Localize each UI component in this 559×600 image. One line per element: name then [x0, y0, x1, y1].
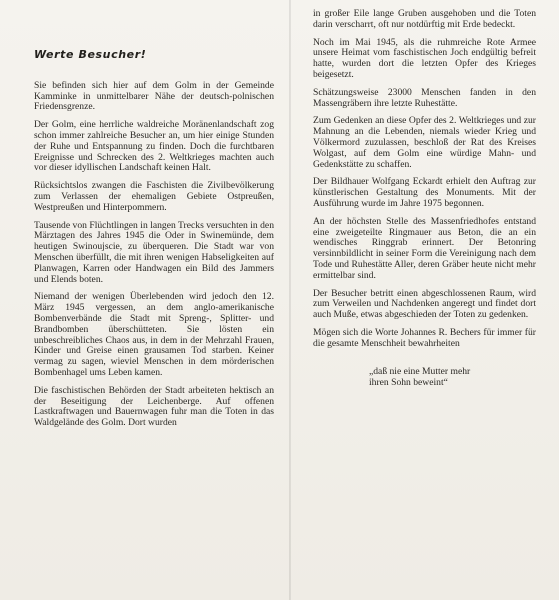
- quote-line-1: „daß nie eine Mutter mehr: [369, 365, 471, 377]
- page-fold: [289, 0, 291, 600]
- right-column: [313, 9, 536, 388]
- paragraph-golm-landscape: Der Golm, eine herrliche waldreiche Moränenlandschaft zog schon immer zahlreiche Besucher an, um hier einige Stunden der Ruhe und Entspannung zu finden. Doch die furchtbaren Ereignisse und Schrecken des 2. Weltkrieges machten auch vor dieser idyllischen Landschaft keinen Halt.: [34, 119, 274, 174]
- becher-quote: [369, 366, 536, 388]
- paragraph-liberation: Noch im Mai 1945, als die ruhmreiche Rote Armee unsere Heimat vom faschistischen Joch endgültig befreit hatte, wurden dort die letzten Opfer des Krieges beigesetzt.: [313, 36, 536, 80]
- paragraph-burial: Die faschistischen Behörden der Stadt arbeiteten hektisch an der Beseitigung der Leichenberge. Auf offenen Lastkraftwagen und Bauernwagen fuhr man die Toten in das Waldgelände des Golm. Dort wurden: [34, 384, 274, 429]
- paragraph-death-toll: Schätzungsweise 23000 Menschen fanden in den Massengräbern ihre letzte Ruhestätte.: [313, 86, 536, 109]
- paragraph-location: Sie befinden sich hier auf dem Golm in der Gemeinde Kamminke in unmittelbarer Nähe der deutsch-polnischen Friedensgrenze.: [34, 79, 274, 113]
- paragraph-becher-intro: Mögen sich die Worte Johannes R. Bechers für immer für die gesamte Menschheit bewahrheiten: [313, 326, 536, 349]
- quote-line-2: ihren Sohn beweint“: [369, 376, 448, 388]
- paragraph-memorial-decision: Zum Gedenken an diese Opfer des 2. Weltkrieges und zur Mahnung an die Lebenden, niemals wieder Krieg und Völkermord zuzulassen, beschloß der Rat des Kreises Wolgast, auf dem Golm eine würdige Mahn- und Gedenkstätte zu schaffen.: [313, 115, 536, 170]
- paragraph-bombing: Niemand der wenigen Überlebenden wird jedoch den 12. März 1945 vergessen, an dem anglo-amerikanische Bombenverbände die Stadt mit Spreng-, Splitter- und Brandbomben überschütteten. Sie lösten ein unbeschreibliches Chaos aus, in dem in der Mehrzahl Frauen, Kinder und Greise einen grausamen Tod starben. Keiner vermag zu sagen, wieviel Menschen in dem mörderischen Bombenhagel ums Leben kamen.: [34, 291, 274, 378]
- paragraph-ring-wall: An der höchsten Stelle des Massenfriedhofes entstand eine zweigeteilte Ringmauer aus Beton, die an ein wendisches Ringgrab erinnert. Der Betonring versinnbildlicht in seiner Form die Vereinigung nach dem Tode und Ruhestätte Aller, deren Gräber heute nicht mehr ermittelbar sind.: [313, 215, 536, 281]
- paragraph-refugees: Tausende von Flüchtlingen in langen Trecks versuchten in den Märztagen des Jahres 1945 die Oder in Swinemünde, dem heutigen Swinoujscie, zu überqueren. Die Stadt war von Menschen überfüllt, die mit ihren wenigen Habseligkeiten auf Planwagen, Karren oder Handwagen ein Bild des Jammers und Elends boten.: [34, 219, 274, 285]
- paragraph-sculptor: Der Bildhauer Wolfgang Eckardt erhielt den Auftrag zur künstlerischen Gestaltung des Monuments. Mit der Ausführung wurde im Jahre 1975 begonnen.: [313, 176, 536, 209]
- paragraph-graves: in großer Eile lange Gruben ausgehoben und die Toten darin verscharrt, oft nur notdürftig mit Erde bedeckt.: [313, 8, 536, 30]
- left-column: [34, 50, 274, 436]
- greeting-heading: Werte Besucher!: [34, 48, 147, 61]
- paragraph-expulsion: Rücksichtslos zwangen die Faschisten die Zivilbevölkerung zum Verlassen der ehemaligen Gebiete Ostpreußen, Westpreußen und Hinterpommern.: [34, 180, 274, 213]
- paragraph-visitor-space: Der Besucher betritt einen abgeschlossenen Raum, wird zum Verweilen und Nachdenken angeregt und findet dort auch Muße, etwas abgeschieden der Toten zu gedenken.: [313, 287, 536, 321]
